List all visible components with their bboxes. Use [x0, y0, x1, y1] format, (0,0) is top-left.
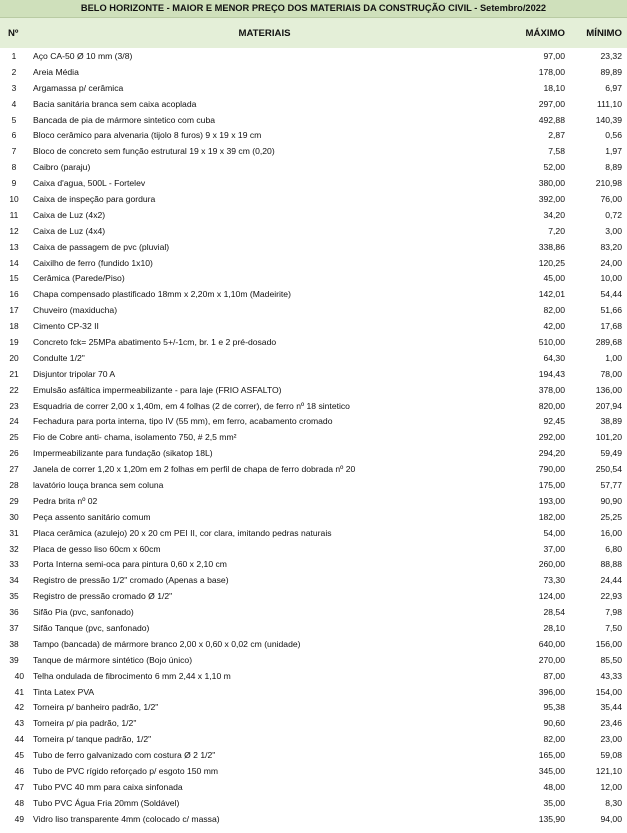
table-row — [0, 557, 627, 573]
table-row — [0, 143, 627, 159]
row-material: lavatório louça branca sem coluna — [33, 479, 164, 490]
row-max-price: 90,60 — [543, 718, 565, 729]
sheet-title: BELO HORIZONTE - MAIOR E MENOR PREÇO DOS MATERIAIS DA CONSTRUÇÃO CIVIL - Setembro/2022 — [0, 0, 627, 18]
row-number: 4 — [11, 98, 17, 109]
header-max: MÁXIMO — [525, 27, 565, 39]
row-number: 6 — [11, 130, 17, 141]
row-min-price: 289,68 — [595, 336, 622, 347]
table-row — [0, 636, 627, 652]
row-max-price: 297,00 — [538, 98, 565, 109]
row-material: Condulte 1/2" — [33, 352, 85, 363]
table-row — [0, 175, 627, 191]
table-row — [0, 715, 627, 731]
row-number: 27 — [9, 464, 19, 475]
row-min-price: 7,98 — [605, 607, 622, 618]
row-min-price: 3,00 — [605, 225, 622, 236]
row-number: 30 — [9, 511, 19, 522]
row-min-price: 16,00 — [600, 527, 622, 538]
row-number: 2 — [11, 66, 17, 77]
table-row — [0, 350, 627, 366]
table-row — [0, 413, 627, 429]
table-row — [0, 684, 627, 700]
row-material: Porta Interna semi-oca para pintura 0,60 x 2,10 cm — [33, 559, 227, 570]
row-max-price: 37,00 — [543, 543, 565, 554]
row-material: Janela de correr 1,20 x 1,20m em 2 folhas em perfil de chapa de ferro dobrada nº 20 — [33, 464, 356, 475]
row-min-price: 0,72 — [605, 209, 622, 220]
table-row — [0, 795, 627, 811]
row-number: 44 — [14, 734, 24, 745]
row-min-price: 83,20 — [600, 241, 622, 252]
row-number: 5 — [11, 114, 17, 125]
row-max-price: 82,00 — [543, 305, 565, 316]
table-body — [0, 48, 627, 827]
row-material: Caixa de inspeção para gordura — [33, 193, 156, 204]
row-min-price: 89,89 — [600, 66, 622, 77]
table-row — [0, 525, 627, 541]
row-min-price: 1,97 — [605, 146, 622, 157]
row-min-price: 24,44 — [600, 575, 622, 586]
row-max-price: 175,00 — [538, 479, 565, 490]
row-min-price: 57,77 — [600, 479, 622, 490]
row-max-price: 292,00 — [538, 432, 565, 443]
row-number: 7 — [11, 146, 17, 157]
row-number: 34 — [9, 575, 19, 586]
row-material: Tubo de ferro galvanizado com costura Ø 2 1/2" — [33, 750, 216, 761]
row-min-price: 12,00 — [600, 781, 622, 792]
row-min-price: 78,00 — [600, 368, 622, 379]
row-number: 43 — [14, 718, 24, 729]
row-max-price: 510,00 — [538, 336, 565, 347]
row-number: 17 — [9, 305, 19, 316]
row-number: 26 — [9, 448, 19, 459]
row-material: Torneira p/ pia padrão, 1/2" — [33, 718, 137, 729]
row-max-price: 120,25 — [538, 257, 565, 268]
row-material: Sifão Tanque (pvc, sanfonado) — [33, 623, 150, 633]
row-material: Tampo (bancada) de mármore branco 2,00 x 0,60 x 0,02 cm (unidade) — [33, 638, 301, 649]
row-min-price: 22,93 — [600, 591, 622, 602]
row-number: 21 — [9, 368, 19, 379]
row-material: Tubo PVC 40 mm para caixa sinfonada — [33, 781, 183, 792]
row-min-price: 6,80 — [605, 543, 622, 554]
row-material: Caixilho de ferro (fundido 1x10) — [33, 257, 153, 268]
row-number: 49 — [14, 813, 24, 824]
table-row — [0, 112, 627, 128]
row-material: Cerâmica (Parede/Piso) — [33, 273, 125, 284]
table-row — [0, 96, 627, 112]
row-max-price: 7,20 — [548, 225, 565, 236]
row-min-price: 85,50 — [600, 654, 622, 665]
row-material: Registro de pressão 1/2" cromado (Apenas a base) — [33, 575, 229, 586]
header-material: MATERIAIS — [238, 27, 291, 39]
row-min-price: 23,46 — [600, 718, 622, 729]
row-material: Caixa d'agua, 500L - Fortelev — [33, 178, 146, 189]
row-max-price: 260,00 — [538, 559, 565, 570]
row-material: Peça assento sanitário comum — [33, 511, 151, 522]
row-min-price: 24,00 — [600, 257, 622, 268]
row-max-price: 42,00 — [543, 321, 565, 332]
header-number: Nº — [8, 27, 19, 39]
table-row — [0, 64, 627, 80]
row-min-price: 51,66 — [600, 305, 622, 316]
table-row — [0, 493, 627, 509]
row-min-price: 101,20 — [595, 432, 622, 443]
row-max-price: 28,10 — [543, 623, 565, 633]
row-material: Bloco cerâmico para alvenaria (tijolo 8 furos) 9 x 19 x 19 cm — [33, 130, 262, 141]
row-max-price: 270,00 — [538, 654, 565, 665]
row-material: Telha ondulada de fibrocimento 6 mm 2,44 x 1,10 m — [33, 670, 231, 681]
row-max-price: 165,00 — [538, 750, 565, 761]
row-max-price: 87,00 — [543, 670, 565, 681]
row-min-price: 23,00 — [600, 734, 622, 745]
row-max-price: 18,10 — [543, 82, 565, 93]
row-min-price: 25,25 — [600, 511, 622, 522]
row-number: 37 — [9, 623, 19, 633]
row-material: Caibro (paraju) — [33, 162, 91, 173]
table-row — [0, 127, 627, 143]
table-row — [0, 668, 627, 684]
row-max-price: 380,00 — [538, 178, 565, 189]
row-max-price: 790,00 — [538, 464, 565, 475]
row-number: 13 — [9, 241, 19, 252]
row-min-price: 88,88 — [600, 559, 622, 570]
row-min-price: 210,98 — [595, 178, 622, 189]
row-min-price: 111,10 — [596, 98, 622, 109]
table-row — [0, 159, 627, 175]
row-min-price: 59,49 — [600, 448, 622, 459]
row-number: 42 — [14, 702, 24, 713]
row-min-price: 121,10 — [595, 766, 622, 777]
row-max-price: 45,00 — [543, 273, 565, 284]
row-min-price: 10,00 — [600, 273, 622, 284]
row-material: Tanque de mármore sintético (Bojo único) — [33, 654, 193, 665]
row-number: 18 — [9, 321, 19, 332]
table-row — [0, 366, 627, 382]
row-min-price: 35,44 — [600, 702, 622, 713]
row-max-price: 392,00 — [538, 193, 565, 204]
row-min-price: 8,89 — [605, 162, 622, 173]
table-row — [0, 779, 627, 795]
row-number: 11 — [9, 209, 19, 220]
row-min-price: 43,33 — [600, 670, 622, 681]
row-number: 14 — [9, 257, 19, 268]
row-max-price: 492,88 — [538, 114, 565, 125]
row-max-price: 820,00 — [538, 400, 565, 411]
row-min-price: 76,00 — [600, 193, 622, 204]
row-max-price: 193,00 — [538, 495, 565, 506]
row-min-price: 59,08 — [600, 750, 622, 761]
table-row — [0, 477, 627, 493]
row-max-price: 54,00 — [543, 527, 565, 538]
row-max-price: 73,30 — [543, 575, 565, 586]
table-row — [0, 747, 627, 763]
table-row — [0, 700, 627, 716]
row-min-price: 38,89 — [600, 416, 622, 427]
row-number: 36 — [9, 607, 19, 618]
table-row — [0, 207, 627, 223]
row-max-price: 124,00 — [538, 591, 565, 602]
row-material: Vidro liso transparente 4mm (colocado c/ massa) — [33, 813, 220, 824]
table-row — [0, 382, 627, 398]
row-max-price: 35,00 — [543, 797, 565, 808]
table-row — [0, 429, 627, 445]
table-row — [0, 255, 627, 271]
row-material: Esquadria de correr 2,00 x 1,40m, em 4 folhas (2 de correr), de ferro nº 18 sintetico — [33, 400, 350, 411]
row-material: Torneira p/ tanque padrão, 1/2" — [33, 734, 152, 745]
table-row — [0, 509, 627, 525]
row-number: 19 — [9, 336, 19, 347]
row-material: Aço CA-50 Ø 10 mm (3/8) — [33, 50, 133, 61]
row-number: 12 — [9, 225, 19, 236]
row-material: Chuveiro (maxiducha) — [33, 305, 118, 316]
table-row — [0, 191, 627, 207]
row-min-price: 54,44 — [600, 289, 622, 300]
row-max-price: 640,00 — [538, 638, 565, 649]
row-material: Areia Média — [33, 66, 79, 77]
row-min-price: 90,90 — [600, 495, 622, 506]
row-material: Chapa compensado plastificado 18mm x 2,20m x 1,10m (Madeirite) — [33, 289, 291, 300]
table-row — [0, 48, 627, 64]
row-material: Disjuntor tripolar 70 A — [33, 368, 116, 379]
row-number: 40 — [14, 670, 24, 681]
row-max-price: 64,30 — [543, 352, 565, 363]
row-number: 45 — [14, 750, 24, 761]
table-row — [0, 398, 627, 414]
row-min-price: 94,00 — [600, 813, 622, 824]
row-max-price: 178,00 — [538, 66, 565, 77]
row-material: Tinta Latex PVA — [33, 686, 95, 697]
row-min-price: 140,39 — [595, 114, 622, 125]
row-max-price: 396,00 — [538, 686, 565, 697]
row-max-price: 345,00 — [538, 766, 565, 777]
row-material: Concreto fck= 25MPa abatimento 5+/-1cm, br. 1 e 2 pré-dosado — [33, 336, 277, 347]
row-max-price: 28,54 — [543, 607, 565, 618]
row-material: Fio de Cobre anti- chama, isolamento 750, # 2,5 mm² — [33, 432, 237, 443]
row-min-price: 17,68 — [600, 321, 622, 332]
row-max-price: 182,00 — [538, 511, 565, 522]
row-min-price: 23,32 — [600, 50, 622, 61]
table-row — [0, 588, 627, 604]
row-max-price: 2,87 — [548, 130, 565, 141]
table-row — [0, 731, 627, 747]
row-max-price: 34,20 — [543, 209, 565, 220]
row-number: 8 — [11, 162, 17, 173]
row-max-price: 294,20 — [538, 448, 565, 459]
row-max-price: 142,01 — [538, 289, 565, 300]
table-row — [0, 461, 627, 477]
table-row — [0, 223, 627, 239]
row-material: Emulsão asfáltica impermeabilizante - para laje (FRIO ASFALTO) — [33, 384, 282, 395]
row-number: 15 — [9, 273, 19, 284]
row-material: Placa cerâmica (azulejo) 20 x 20 cm PEI II, cor clara, imitando pedras naturais — [33, 527, 332, 538]
row-max-price: 95,38 — [543, 702, 565, 713]
row-number: 28 — [9, 479, 19, 490]
row-number: 38 — [9, 638, 19, 649]
table-row — [0, 572, 627, 588]
row-min-price: 207,94 — [595, 400, 622, 411]
row-number: 46 — [14, 766, 24, 777]
row-number: 22 — [9, 384, 19, 395]
table-row — [0, 811, 627, 827]
row-material: Bloco de concreto sem função estrutural 19 x 19 x 39 cm (0,20) — [33, 146, 275, 157]
row-material: Cimento CP-32 II — [33, 321, 99, 332]
table-row — [0, 302, 627, 318]
row-max-price: 48,00 — [543, 781, 565, 792]
row-number: 47 — [14, 781, 24, 792]
row-material: Caixa de passagem de pvc (pluvial) — [33, 241, 170, 252]
row-min-price: 6,97 — [605, 82, 622, 93]
row-number: 41 — [14, 686, 24, 697]
row-number: 33 — [9, 559, 19, 570]
row-number: 10 — [9, 193, 19, 204]
row-material: Registro de pressão cromado Ø 1/2" — [33, 591, 173, 602]
row-min-price: 0,56 — [605, 130, 622, 141]
row-number: 1 — [11, 50, 17, 61]
table-row — [0, 620, 627, 636]
row-max-price: 92,45 — [543, 416, 565, 427]
table-row — [0, 445, 627, 461]
table-row — [0, 286, 627, 302]
row-number: 20 — [9, 352, 19, 363]
row-min-price: 136,00 — [595, 384, 622, 395]
table-row — [0, 763, 627, 779]
row-number: 31 — [9, 527, 19, 538]
row-max-price: 135,90 — [538, 813, 565, 824]
table-header — [0, 18, 627, 48]
row-max-price: 97,00 — [543, 50, 565, 61]
table-row — [0, 318, 627, 334]
table-row — [0, 80, 627, 96]
row-material: Sifão Pia (pvc, sanfonado) — [33, 607, 134, 618]
row-max-price: 378,00 — [538, 384, 565, 395]
header-min: MÍNIMO — [586, 27, 622, 39]
row-material: Fechadura para porta interna, tipo IV (55 mm), em ferro, acabamento cromado — [33, 416, 333, 427]
row-min-price: 8,30 — [605, 797, 622, 808]
row-number: 35 — [9, 591, 19, 602]
row-material: Torneira p/ banheiro padrão, 1/2" — [33, 702, 159, 713]
row-max-price: 52,00 — [543, 162, 565, 173]
row-min-price: 250,54 — [595, 464, 622, 475]
row-max-price: 338,86 — [538, 241, 565, 252]
row-material: Caixa de Luz (4x2) — [33, 209, 106, 220]
row-number: 16 — [9, 289, 19, 300]
table-row — [0, 541, 627, 557]
table-row — [0, 604, 627, 620]
table-row — [0, 652, 627, 668]
row-material: Caixa de Luz (4x4) — [33, 225, 106, 236]
row-number: 23 — [9, 400, 19, 411]
table-row — [0, 239, 627, 255]
row-min-price: 1,00 — [605, 352, 622, 363]
row-material: Bacia sanitária branca sem caixa acoplada — [33, 98, 197, 109]
row-number: 25 — [9, 432, 19, 443]
row-number: 24 — [9, 416, 19, 427]
row-number: 32 — [9, 543, 19, 554]
row-material: Impermeabilizante para fundação (sikatop 18L) — [33, 448, 213, 459]
row-max-price: 194,43 — [538, 368, 565, 379]
row-material: Tubo de PVC rígido reforçado p/ esgoto 150 mm — [33, 766, 219, 777]
row-number: 48 — [14, 797, 24, 808]
row-max-price: 7,58 — [548, 146, 565, 157]
row-max-price: 82,00 — [543, 734, 565, 745]
row-number: 9 — [11, 178, 17, 189]
row-number: 39 — [9, 654, 19, 665]
row-min-price: 154,00 — [595, 686, 622, 697]
row-min-price: 7,50 — [605, 623, 622, 633]
row-material: Bancada de pia de mármore sintetico com cuba — [33, 114, 216, 125]
row-min-price: 156,00 — [595, 638, 622, 649]
row-material: Tubo PVC Água Fria 20mm (Soldável) — [33, 797, 180, 808]
table-row — [0, 334, 627, 350]
row-material: Pedra brita nº 02 — [33, 495, 98, 506]
row-number: 3 — [11, 82, 17, 93]
table-row — [0, 270, 627, 286]
row-number: 29 — [9, 495, 19, 506]
row-material: Placa de gesso liso 60cm x 60cm — [33, 543, 161, 554]
row-material: Argamassa p/ cerâmica — [33, 82, 124, 93]
